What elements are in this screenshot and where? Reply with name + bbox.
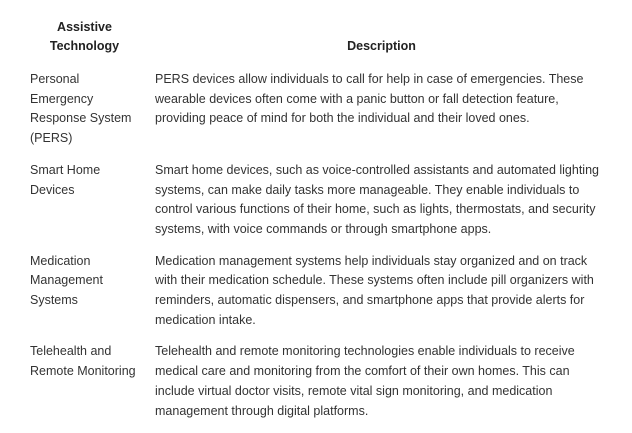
row-description: Medication management systems help individuals stay organized and on track with their medication schedule. These systems often include pill organizers with reminders, automatic dispensers, and smartphone apps that provide alerts for medication intake.	[155, 253, 594, 327]
table-row	[24, 342, 614, 433]
row-technology: Smart Home Devices	[30, 162, 101, 197]
header-technology: Assistive Technology	[49, 20, 120, 53]
assistive-technology-table	[24, 18, 614, 433]
table-row	[24, 161, 614, 252]
row-technology: Telehealth and Remote Monitoring	[30, 344, 136, 379]
table-row	[24, 70, 614, 161]
table-row	[24, 252, 614, 343]
row-technology: Personal Emergency Response System (PERS)	[30, 72, 132, 146]
row-technology: Medication Management Systems	[30, 253, 103, 308]
header-description: Description	[347, 39, 416, 53]
table-header-row	[24, 18, 614, 70]
row-description: PERS devices allow individuals to call for help in case of emergencies. These wearable devices often come with a panic button or fall detection feature, providing peace of mind for both the individual and their loved ones.	[155, 72, 584, 126]
row-description: Telehealth and remote monitoring technologies enable individuals to receive medical care and monitoring from the comfort of their own homes. This can include virtual doctor visits, remote vital sign monitoring, and medication management through digital platforms.	[155, 344, 575, 418]
row-description: Smart home devices, such as voice-controlled assistants and automated lighting systems, can make daily tasks more manageable. They enable individuals to control various functions of their home, such as lights, thermostats, and security systems, with voice commands or through smartphone apps.	[155, 162, 599, 236]
